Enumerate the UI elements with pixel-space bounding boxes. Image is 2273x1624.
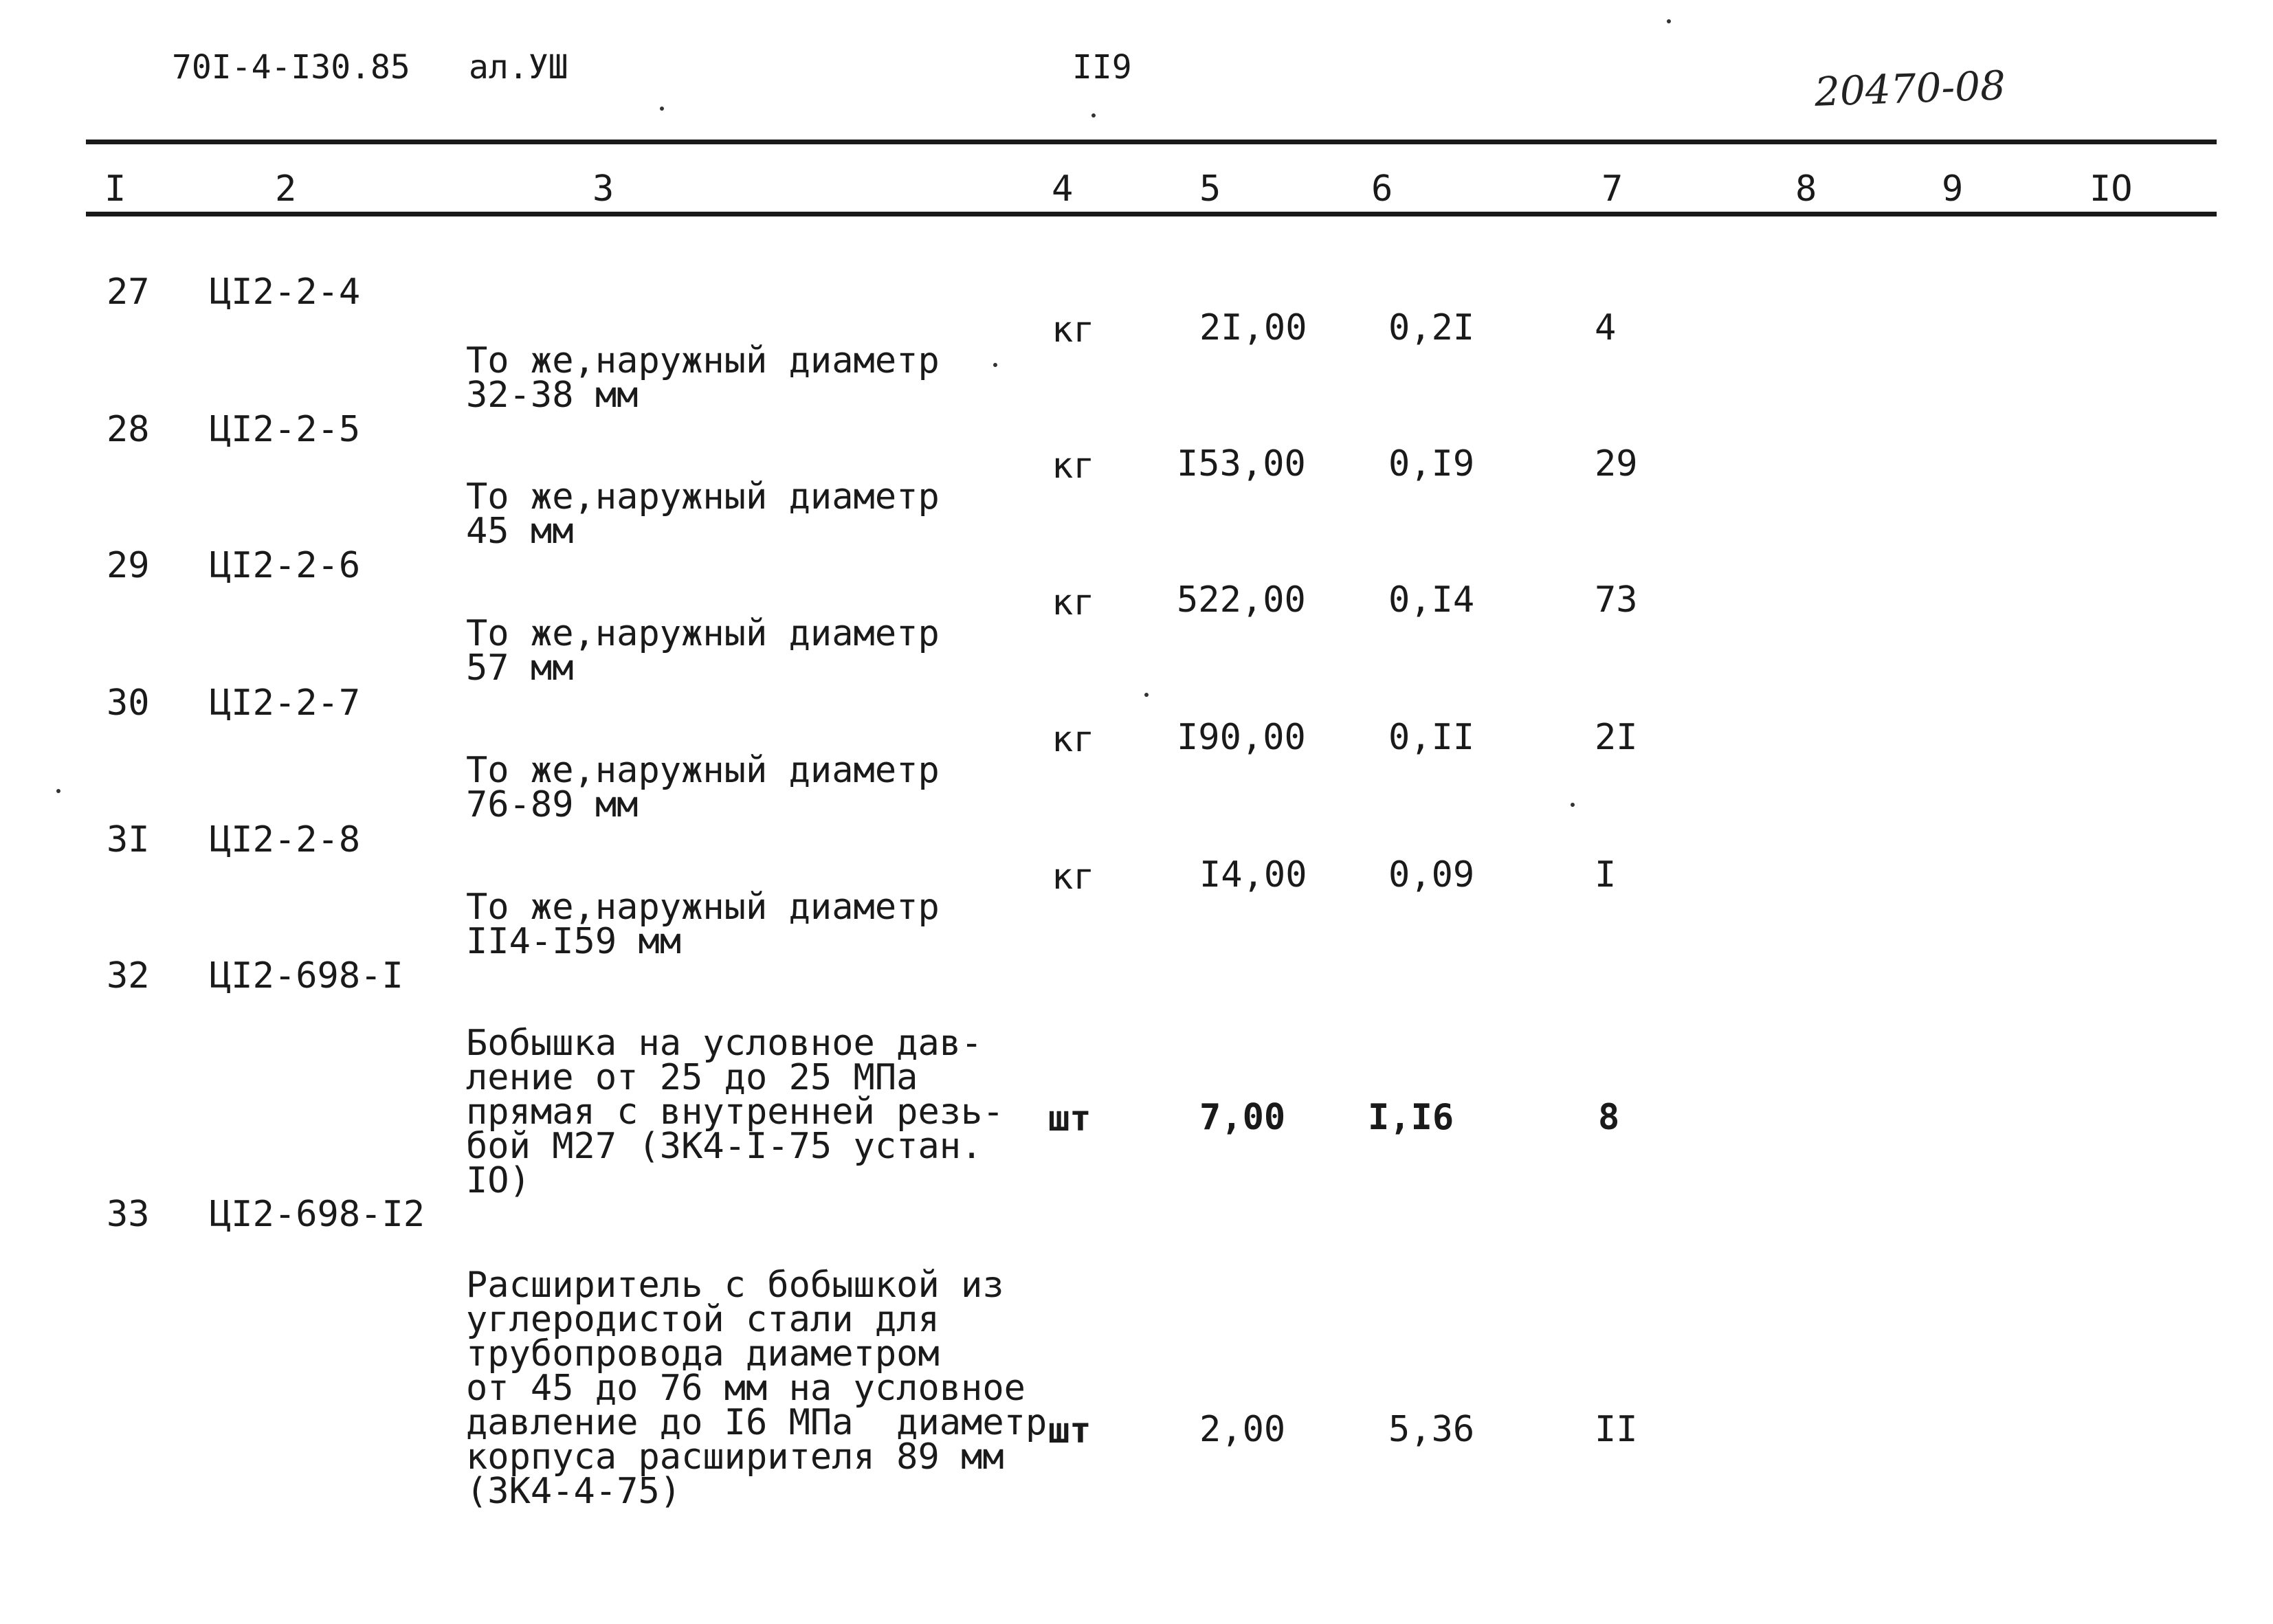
price: 522,00	[1177, 579, 1306, 621]
coefficient: 0,I4	[1388, 579, 1475, 621]
scan-speck	[1144, 693, 1149, 697]
item-code: ЦI2-2-4	[210, 271, 361, 313]
price: I53,00	[1177, 443, 1306, 485]
item-description: То же,наружный диаметр 32-38 мм	[466, 340, 940, 416]
column-number-9: 9	[1942, 168, 1964, 210]
item-code: ЦI2-2-6	[210, 545, 361, 586]
scan-speck	[993, 363, 997, 367]
coefficient: 0,II	[1388, 717, 1475, 758]
quantity: II	[1595, 1409, 1638, 1450]
column-number-1: I	[104, 168, 126, 210]
item-code: ЦI2-2-7	[210, 682, 361, 724]
quantity: 73	[1595, 579, 1638, 621]
row-number: 28	[107, 409, 150, 450]
item-description: Расширитель с бобышкой из углеродистой стали для трубопровода диаметром от 45 до 76 мм на условное давление до I6 МПа диаметр корпуса расширителя 89 мм (ЗК4-4-75)	[466, 1265, 1047, 1512]
item-description: То же,наружный диаметр II4-I59 мм	[466, 887, 940, 962]
price: 7,00	[1199, 1097, 1286, 1138]
price: 2,00	[1199, 1409, 1286, 1450]
scan-speck	[56, 789, 60, 793]
unit: кг	[1052, 309, 1095, 351]
top-rule	[86, 140, 2217, 144]
item-code: ЦI2-698-I2	[210, 1194, 425, 1235]
row-number: 32	[107, 955, 150, 997]
scan-speck	[660, 107, 664, 111]
column-number-4: 4	[1052, 168, 1074, 210]
item-code: ЦI2-2-8	[210, 819, 361, 860]
scan-speck	[1571, 803, 1575, 807]
quantity: 29	[1595, 443, 1638, 485]
header-bottom-rule	[86, 212, 2217, 216]
column-number-2: 2	[275, 168, 297, 210]
column-number-6: 6	[1371, 168, 1393, 210]
scan-speck	[1667, 19, 1671, 23]
row-number: 27	[107, 271, 150, 313]
column-number-7: 7	[1601, 168, 1623, 210]
price: I90,00	[1177, 717, 1306, 758]
unit: кг	[1052, 445, 1095, 487]
column-number-5: 5	[1199, 168, 1221, 210]
unit: шт	[1048, 1098, 1091, 1139]
column-number-10: IO	[2089, 168, 2133, 210]
item-description: То же,наружный диаметр 45 мм	[466, 476, 940, 552]
row-number: 3I	[107, 819, 150, 860]
quantity: 2I	[1595, 717, 1638, 758]
item-description: Бобышка на условное дав- ление от 25 до 25 МПа прямая с внутренней резь- бой М27 (ЗК4-I-75 устан. IO)	[466, 1023, 1004, 1201]
row-number: 30	[107, 682, 150, 724]
row-number: 29	[107, 545, 150, 586]
quantity: I	[1595, 854, 1617, 896]
scan-speck	[1091, 113, 1096, 118]
coefficient: 0,09	[1388, 854, 1475, 896]
price: 2I,00	[1199, 307, 1307, 348]
price: I4,00	[1199, 854, 1307, 896]
handwritten-number: 20470-08	[1813, 62, 2007, 115]
item-code: ЦI2-2-5	[210, 409, 361, 450]
page-number: II9	[1072, 48, 1132, 87]
item-code: ЦI2-698-I	[210, 955, 403, 997]
coefficient: 5,36	[1388, 1409, 1475, 1450]
coefficient: 0,I9	[1388, 443, 1475, 485]
document-code: 70I-4-I30.85	[172, 48, 410, 87]
row-number: 33	[107, 1194, 150, 1235]
column-number-3: 3	[592, 168, 614, 210]
quantity: 4	[1595, 307, 1617, 348]
unit: шт	[1048, 1410, 1091, 1451]
coefficient: I,I6	[1368, 1097, 1454, 1138]
unit: кг	[1052, 582, 1095, 623]
column-number-8: 8	[1795, 168, 1817, 210]
item-description: То же,наружный диаметр 57 мм	[466, 613, 940, 689]
coefficient: 0,2I	[1388, 307, 1475, 348]
unit: кг	[1052, 719, 1095, 760]
sheet-label: ал.УШ	[469, 48, 568, 87]
quantity: 8	[1598, 1097, 1620, 1138]
item-description: То же,наружный диаметр 76-89 мм	[466, 750, 940, 825]
unit: кг	[1052, 856, 1095, 898]
